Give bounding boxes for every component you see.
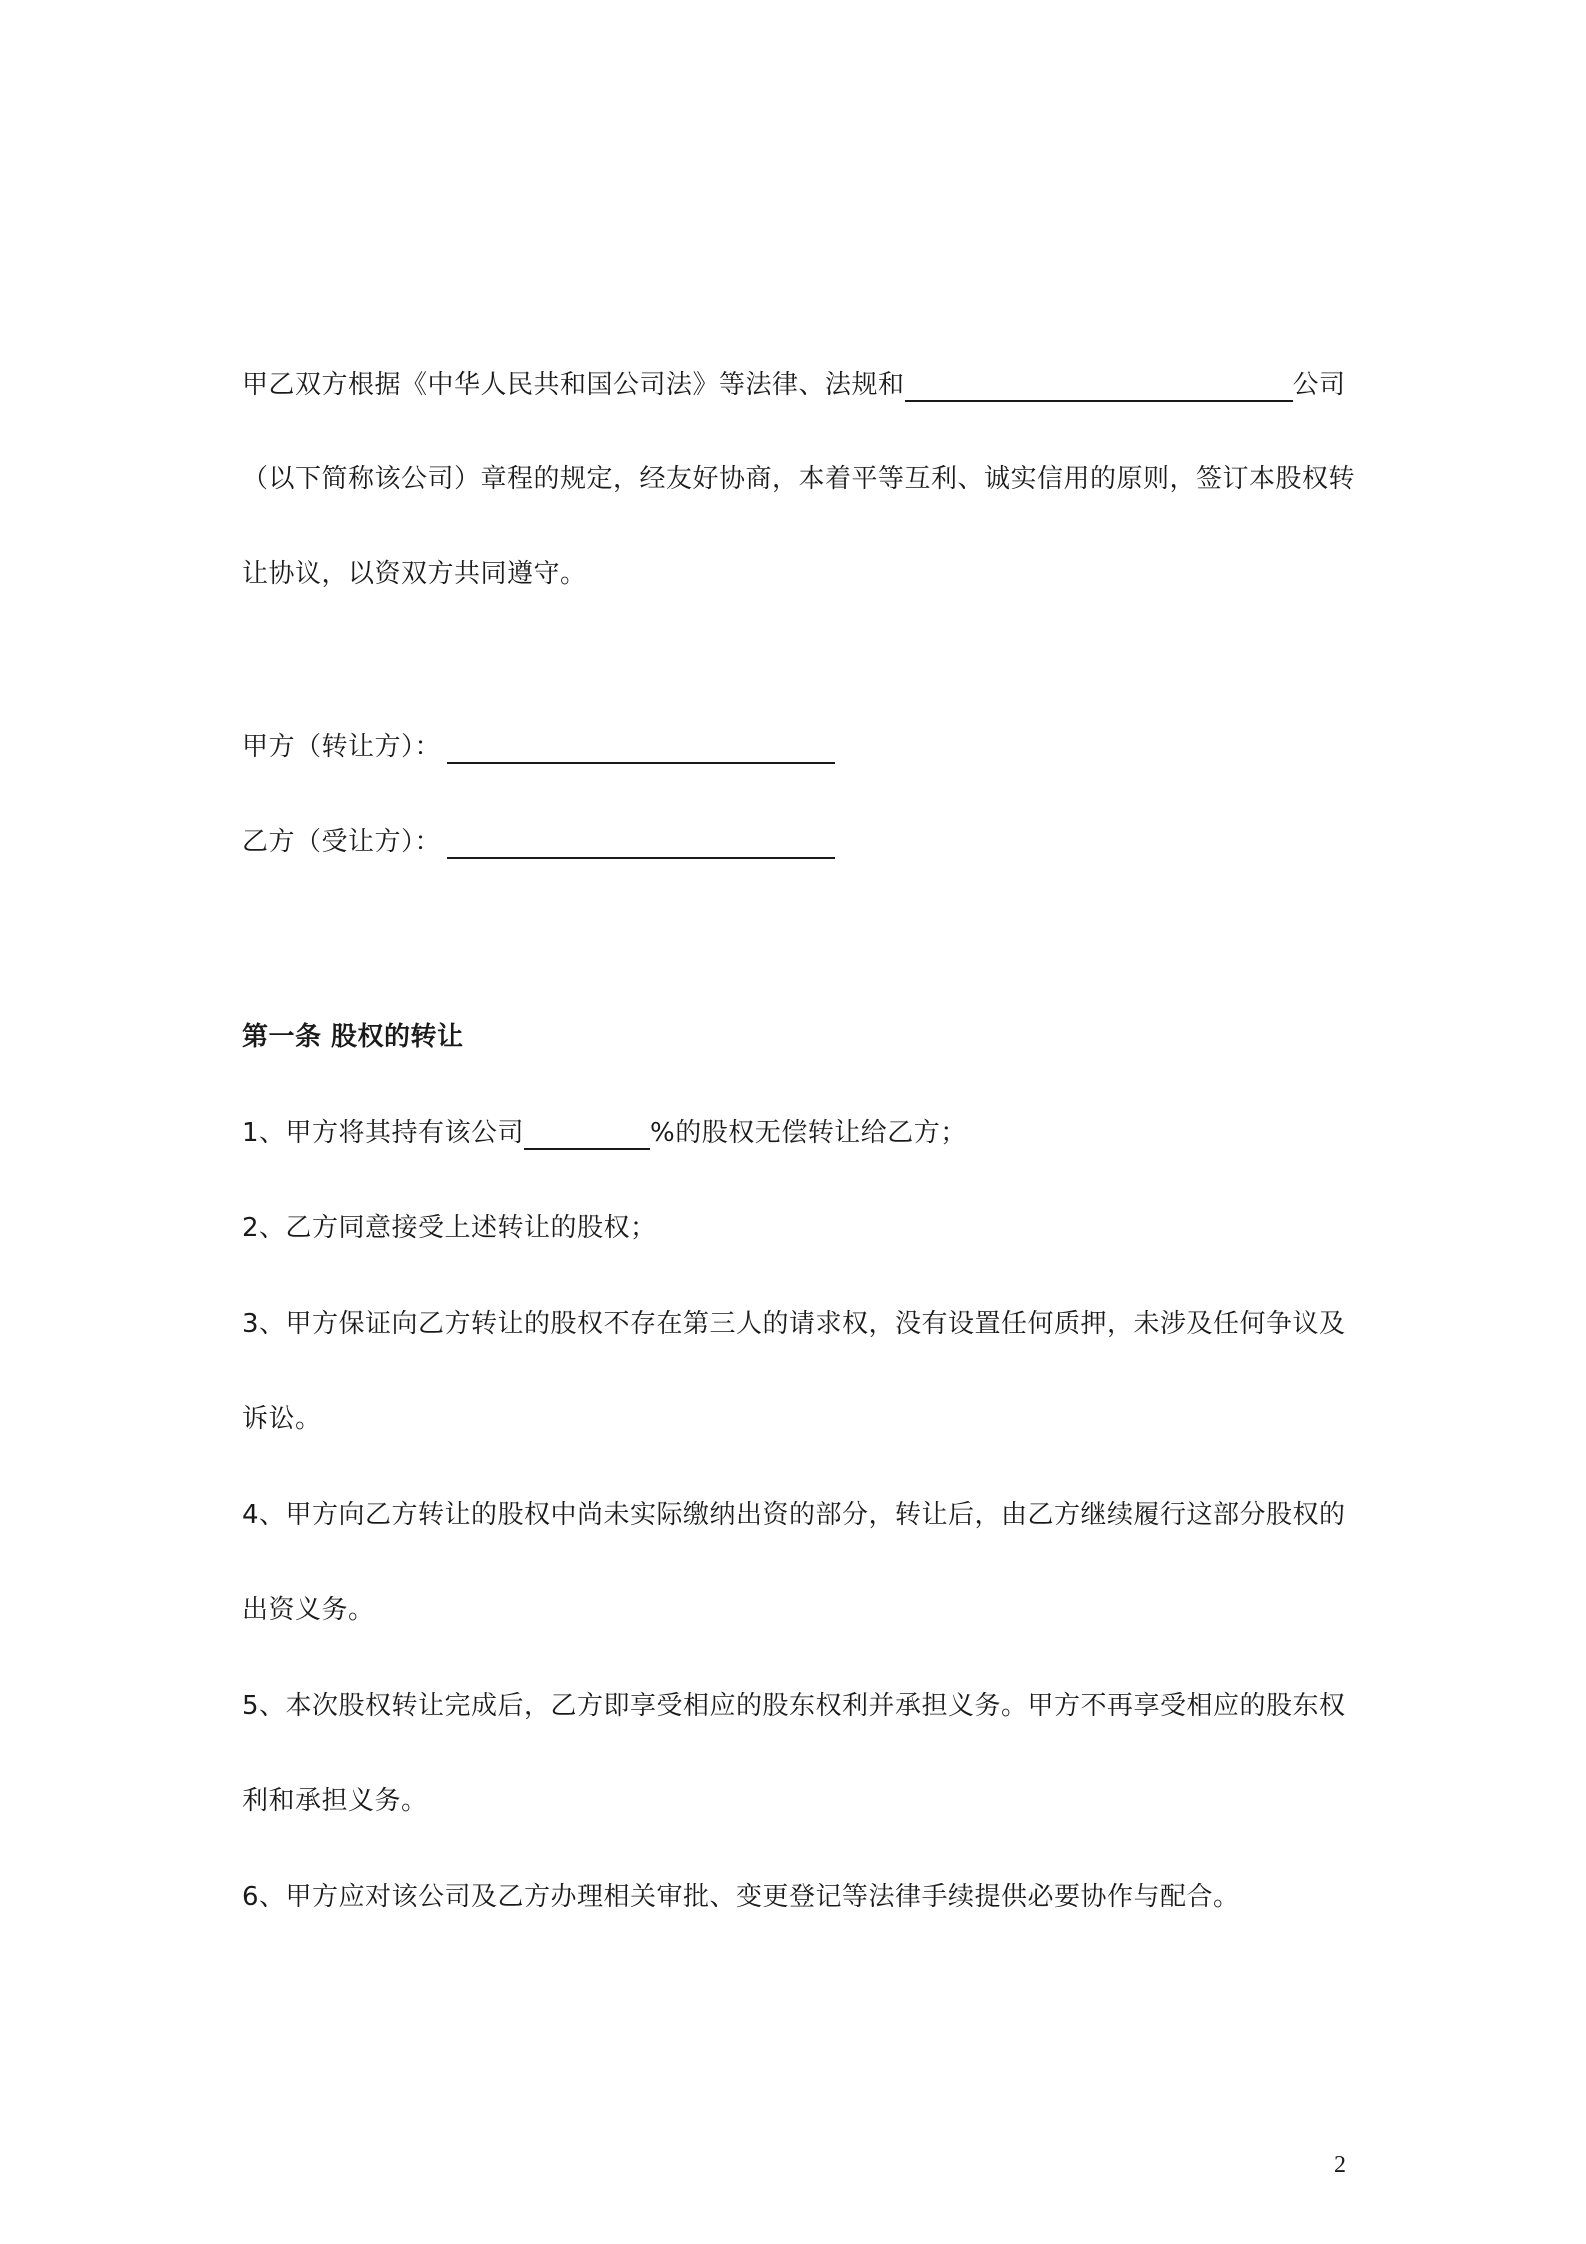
intro-line-1-text: 甲乙双方根据《中华人民共和国公司法》等法律、法规和 bbox=[242, 370, 905, 400]
party-a-line bbox=[242, 730, 835, 764]
clause-3-line-2: 诉讼。 bbox=[242, 1404, 322, 1434]
clause-1 bbox=[242, 1116, 967, 1150]
percentage-blank[interactable] bbox=[524, 1118, 650, 1150]
clause-2: 2、乙方同意接受上述转让的股权； bbox=[242, 1213, 657, 1243]
page-number: 2 bbox=[1334, 2152, 1346, 2178]
clause-5-line-1: 5、本次股权转让完成后，乙方即享受相应的股东权利并承担义务。甲方不再享受相应的股东权 bbox=[242, 1691, 1346, 1721]
clause-5-line-2: 利和承担义务。 bbox=[242, 1786, 428, 1816]
intro-line-1-suffix: 公司 bbox=[1292, 370, 1346, 400]
clause-4-line-2: 出资义务。 bbox=[242, 1595, 375, 1625]
intro-line-3: 让协议，以资双方共同遵守。 bbox=[242, 559, 587, 589]
clause-1-prefix: 1、甲方将其持有该公司 bbox=[242, 1118, 525, 1148]
party-b-line bbox=[242, 825, 835, 859]
party-a-label: 甲方（转让方）： bbox=[242, 732, 442, 762]
article-1-heading: 第一条 股权的转让 bbox=[242, 1022, 464, 1052]
company-name-blank[interactable] bbox=[905, 370, 1293, 402]
clause-4-line-1: 4、甲方向乙方转让的股权中尚未实际缴纳出资的部分，转让后，由乙方继续履行这部分股权的 bbox=[242, 1500, 1346, 1530]
intro-line-1 bbox=[242, 368, 1346, 402]
clause-3-line-1: 3、甲方保证向乙方转让的股权不存在第三人的请求权，没有设置任何质押，未涉及任何争议及 bbox=[242, 1309, 1346, 1339]
party-b-label: 乙方（受让方）： bbox=[242, 827, 442, 857]
intro-line-2: （以下简称该公司）章程的规定，经友好协商，本着平等互利、诚实信用的原则，签订本股权转 bbox=[242, 464, 1356, 494]
clause-6: 6、甲方应对该公司及乙方办理相关审批、变更登记等法律手续提供必要协作与配合。 bbox=[242, 1882, 1240, 1912]
clause-1-suffix: %的股权无偿转让给乙方； bbox=[650, 1118, 967, 1148]
party-b-blank[interactable] bbox=[447, 827, 835, 859]
party-a-blank[interactable] bbox=[447, 732, 835, 764]
